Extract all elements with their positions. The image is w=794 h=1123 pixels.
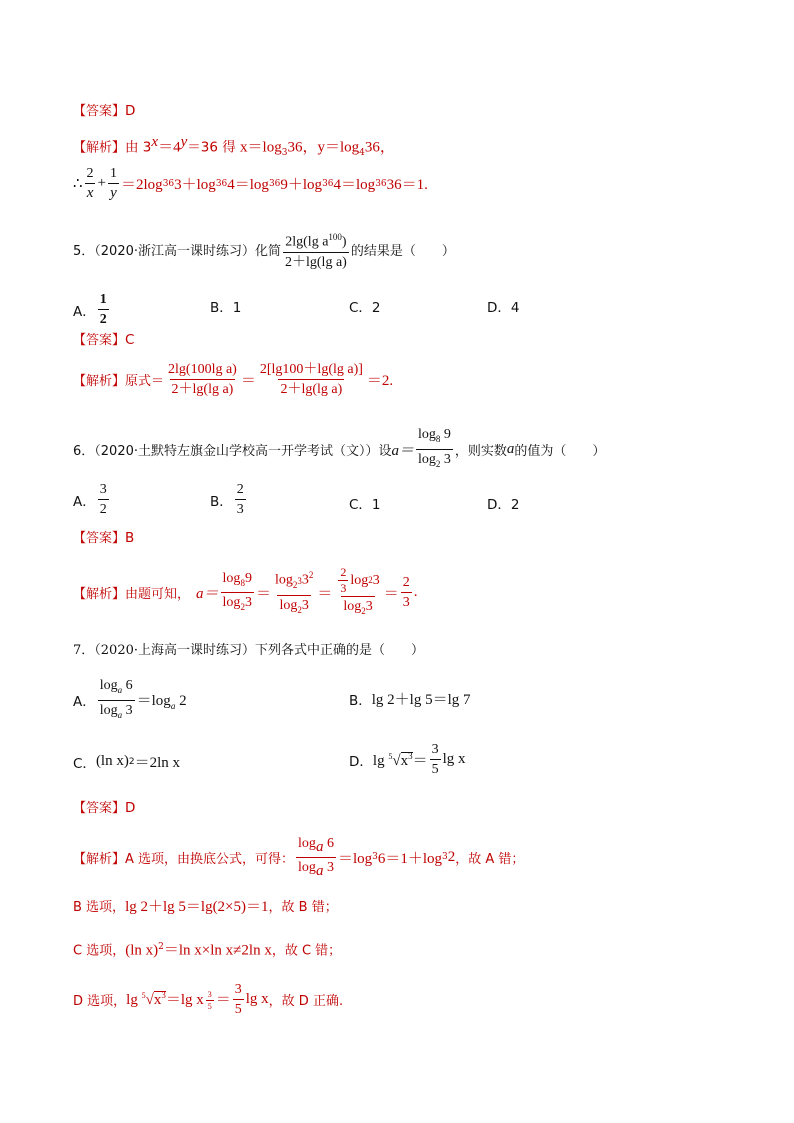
q5-answer: C: [125, 332, 135, 348]
q4-analysis-line1: 【解析】由 $3^x=4^y=36$ 得 $x=\log_336$，$y=\log_436$，: [73, 134, 395, 159]
q7-analysis-b: B 选项，lg 2＋lg 5＝lg(2×5)＝1，故 B 错；: [73, 899, 338, 915]
q6-option-c: C．1: [349, 497, 381, 513]
q6-analysis: 【解析】 由题可知， a＝ $\frac{\log_89}{\log_23}$ ＝ $\frac{\log_{2^3}3^2}{\log_23}$ ＝ $\frac{2}{3}$ log 2 3 $\log_23$ ＝ $\frac{2}{3}$ .: [73, 566, 418, 620]
q5-fraction: $\frac{2\lg(\lg a^{100})}{\text{2＋lg(lg a)}}$: [285, 232, 347, 270]
q7-option-b: B． lg 2＋lg 5＝lg 7: [349, 692, 471, 709]
q7-answer-line: 【答案】D: [73, 800, 136, 816]
q5-analysis: 【解析】 原式＝ $\frac{\text{2lg(100lg a)}}{\text{2＋lg(lg a)}}$ ＝ $\frac{\text{2[lg100＋lg(lg a)]}}{\text{2＋lg(lg a)}}$ ＝2.: [73, 362, 394, 397]
q6-option-a: A． $\frac{3}{2}$: [73, 482, 107, 517]
q7-option-a: A． $\frac{\log_a 6}{\log_a 3}$ $=\log_a$ 2: [73, 677, 187, 724]
q6-answer: B: [125, 530, 135, 546]
q7-stem: 7．（2020·上海高一课时练习）下列各式中正确的是（ ）: [73, 643, 424, 658]
q7-option-d: D． $\lg ^5√x^3=$ $\frac{3}{5}$ lg x: [349, 742, 466, 777]
q4-analysis-line2: ∴ $\frac{2}{x}$ + $\frac{1}{y}$ ＝2log 36 3＋log 36 4＝log 36 9＋log 36 4＝log 36 36＝1.: [73, 166, 428, 201]
q5-answer-line: 【答案】C: [73, 332, 135, 348]
q5-stem: 5．（2020·浙江高一课时练习）化简 $\frac{2\lg(\lg a^{100})}{\text{2＋lg(lg a)}}$ 的结果是（ ）: [73, 229, 455, 271]
q7-option-c: C． (ln x) 2 ＝2ln x: [73, 753, 181, 772]
q6-option-d: D．2: [487, 497, 520, 513]
q5-option-b: B．1: [210, 300, 242, 316]
analysis-tag: 【解析】: [73, 140, 126, 156]
q7-analysis-a: 【解析】 A 选项，由换底公式，可得： $\frac{\log_a 6}{\log_a 3}$ ＝log 3 6＝1＋log 3 2 ，故 A 错；: [73, 836, 525, 879]
q7-answer: D: [125, 800, 136, 816]
q5-option-c: C．2: [349, 300, 381, 316]
answer-tag: 【答案】: [73, 104, 126, 119]
q5-option-a: A． $\frac{1}{2}$: [73, 292, 107, 327]
q7-analysis-d: D 选项， $\lg ^5√x^3=\lg$ x $\frac{3}{5}$ ＝ $\frac{3}{5}$ lg x ，故 D 正确.: [73, 982, 344, 1017]
q5-option-d: D．4: [487, 300, 520, 316]
q6-stem: 6．（2020·土默特左旗金山学校高一开学考试（文））设 a＝ $\frac{\log_8 9}{\log_2 3}$ ，则实数 a 的值为（ ）: [73, 426, 605, 473]
q6-option-b: B． $\frac{2}{3}$: [210, 482, 244, 517]
q4-answer-line: [73, 102, 135, 121]
q4-answer: D: [125, 103, 136, 119]
q6-answer-line: 【答案】B: [73, 530, 135, 546]
q7-analysis-c: C 选项，(ln x)$^2$＝ln x×ln x≠2ln x，故 C 错；: [73, 942, 342, 959]
